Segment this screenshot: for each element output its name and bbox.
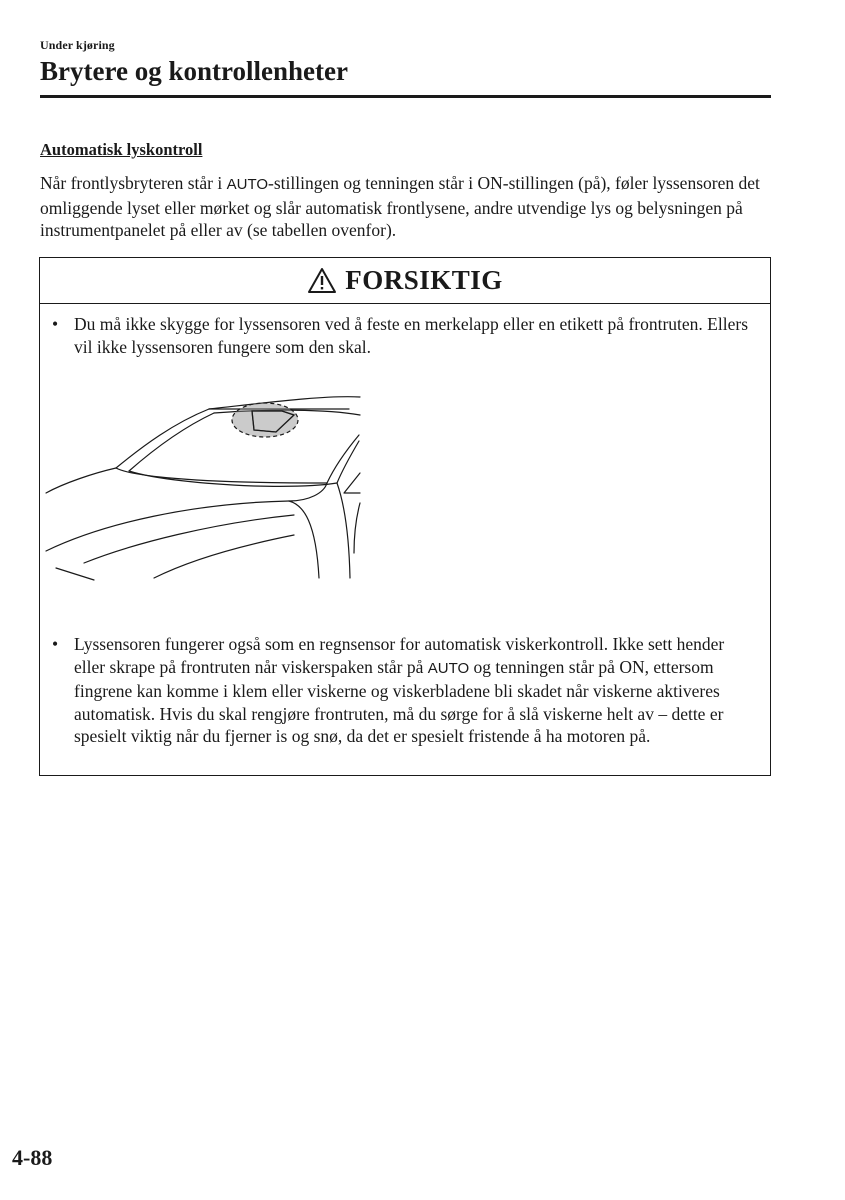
intro-paragraph [40, 172, 775, 242]
bullet-text [74, 633, 757, 748]
caution-bullet [52, 313, 757, 358]
page-number: 4-88 [12, 1145, 53, 1170]
intro-text-end: -stillingen og tenningen står i ON-stillingen (på), føler lyssensoren det omliggende lyset eller mørket og slår automatisk frontlysene, andre utvendige lys og belysningen på instrumentpanelet på eller av (se tabellen ovenfor). [40, 173, 760, 240]
caution-bullet [52, 633, 757, 748]
bullet-text-start: Lyssensoren fungerer også som en regnsensor for automatisk viskerkontroll. Ikke sett hender eller skrape på frontruten når viskerspaken står på [74, 634, 725, 677]
page-title: Brytere og kontrollenheter [40, 56, 348, 86]
caution-title: FORSIKTIG [345, 265, 503, 295]
caution-header [40, 258, 770, 304]
bullet-symbol: • [52, 314, 59, 334]
section-heading: Automatisk lyskontroll [40, 140, 203, 159]
auto-label: AUTO [427, 659, 470, 677]
bullet-text: Du må ikke skygge for lyssensoren ved å feste en merkelapp eller en etikett på frontruten. Ellers vil ikke lyssensoren fungere som den skal. [74, 314, 748, 357]
bullet-symbol: • [52, 634, 59, 654]
title-rule [40, 95, 771, 98]
caution-box [39, 257, 771, 776]
bullet-text-end: og tenningen står på ON, ettersom fingrene kan komme i klem eller viskerne og viskerbladene bli skadet når viskerne aktiveres automatisk. Hvis du skal rengjøre frontruten, må du sørge for å slå viskerne helt av – dette er spesielt viktig når du fjerner is og snø, da det er spesielt fristende å ha motoren på. [74, 656, 724, 746]
windshield-sensor-illustration [44, 383, 364, 593]
auto-label: AUTO [226, 176, 269, 193]
intro-text-start: Når frontlysbryteren står i [40, 173, 227, 193]
section-label: Under kjøring [40, 38, 115, 52]
warning-triangle-icon [307, 267, 337, 294]
